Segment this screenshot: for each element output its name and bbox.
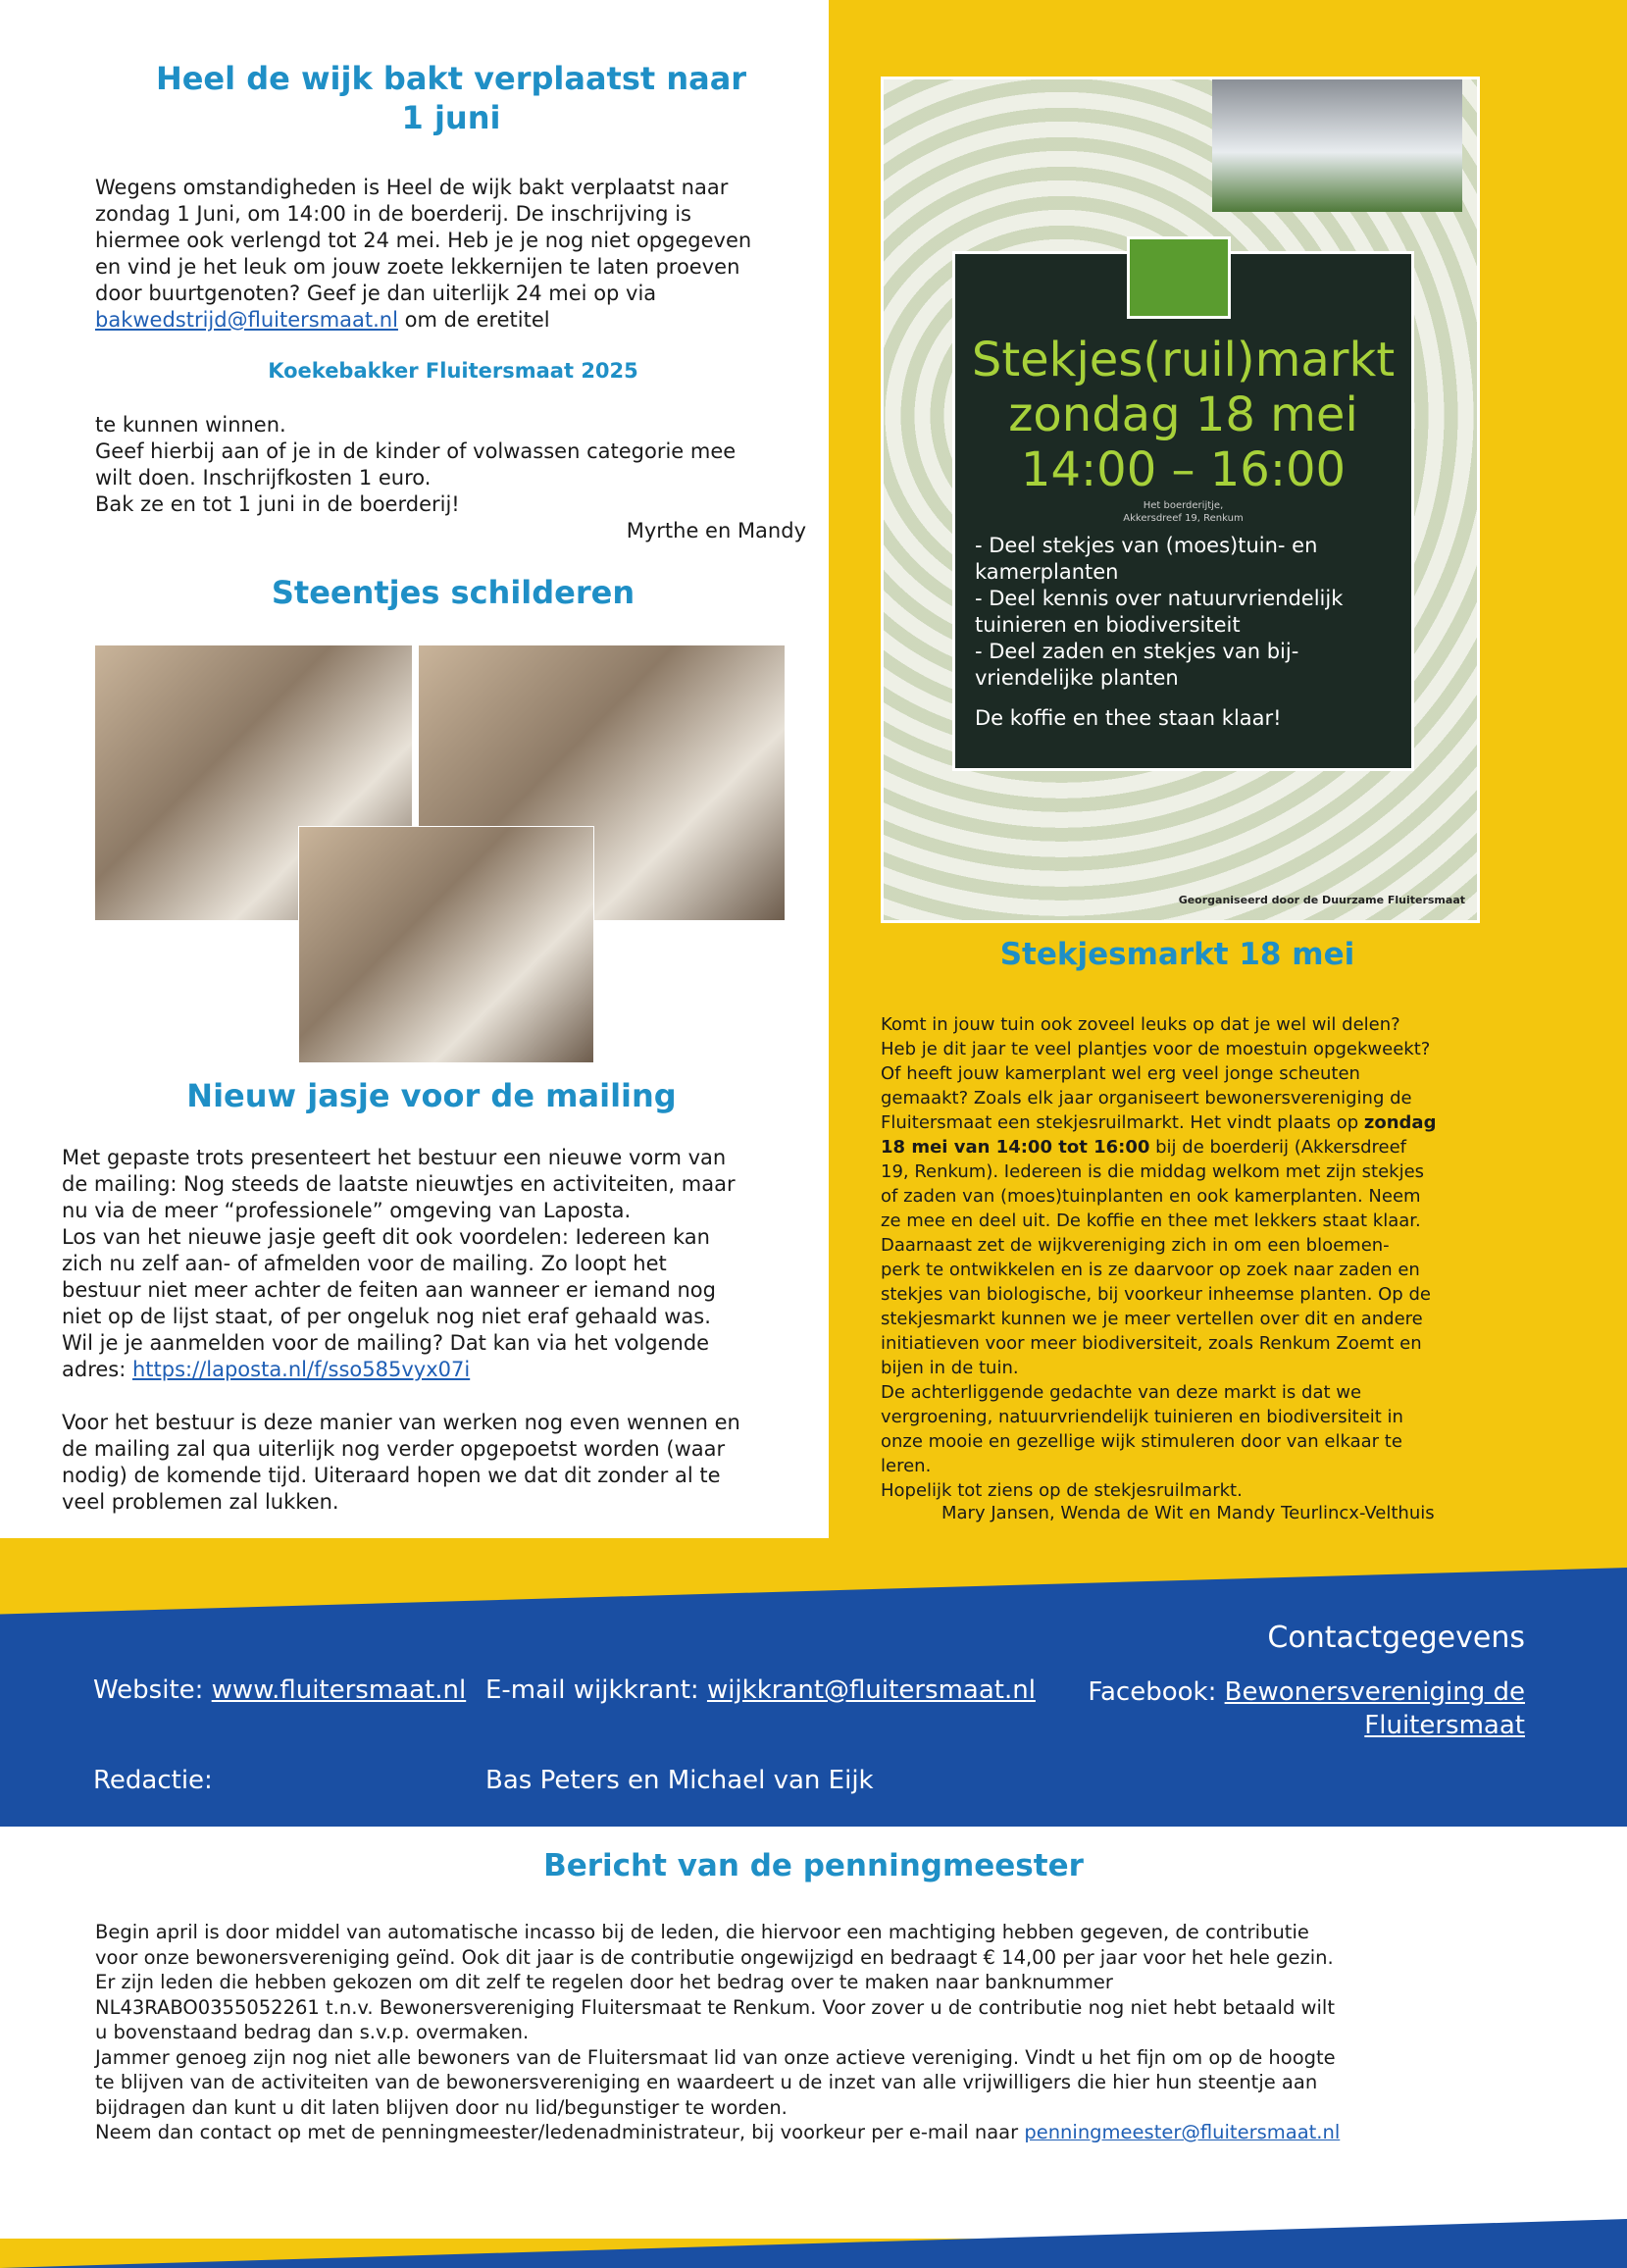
- mailing-text-2: Voor het bestuur is deze manier van werken nog even wennen en de mailing zal qua uiterlijk nog verder opgepoetst worden (waar nodig) de komende tijd. Uiteraard hopen we dat dit zonder al te veel problemen zal lukken.: [62, 1411, 740, 1514]
- email-info: E-mail wijkkrant: wijkkrant@fluitersmaat.nl: [485, 1675, 1036, 1705]
- treasurer-title: Bericht van de penningmeester: [543, 1848, 1084, 1883]
- website-info: Website: www.fluitersmaat.nl: [93, 1675, 467, 1705]
- market-title: Stekjesmarkt 18 mei: [999, 937, 1355, 972]
- poster-title: Stekjes(ruil)markt: [971, 333, 1396, 387]
- bake-signature: Myrthe en Mandy: [626, 519, 806, 542]
- poster-green-square: [1127, 236, 1231, 319]
- mailing-text: Met gepaste trots presenteert het bestuur een nieuwe vorm van de mailing: Nog steeds de laatste nieuwtjes en activiteiten, maar nu via de meer “professionele” omgeving van Laposta. Los van het nieuwe jasje geeft dit ook voordelen: Iedereen kan zich nu zelf aan- of afmelden voor de mailing. Zo loopt het bestuur niet meer achter de feiten aan wanneer er iemand nog niet op de lijst staat, of per ongeluk nog niet eraf gehaald was. Wil je je aanmelden voor de mailing? Dat kan via het volgende adres: https://laposta.nl/f/sso585vyx07i: [62, 1146, 736, 1381]
- market-poster: [881, 77, 1480, 923]
- poster-time: 14:00 – 16:00: [1020, 442, 1347, 497]
- poster-venue: Het boerderijtje, Akkersdreef 19, Renkum: [1123, 500, 1244, 524]
- contact-heading: Contactgegevens: [1267, 1621, 1525, 1655]
- bake-text: Wegens omstandigheden is Heel de wijk bakt verplaatst naar zondag 1 Juni, om 14:00 in de boerderij. De inschrijving is hiermee ook verlengd tot 24 mei. Heb je je nog niet opgegeven en vind je het leuk om jouw zoete lekkernijen te laten proeven door buurtgenoten? Geef je dan uiterlijk 24 mei op via bakwedstrijd@fluitersmaat.nl om de eretitel: [95, 176, 752, 332]
- bake-email-link[interactable]: bakwedstrijd@fluitersmaat.nl: [95, 308, 398, 332]
- treasurer-email-link[interactable]: penningmeester@fluitersmaat.nl: [1024, 2121, 1341, 2143]
- bake-text-2: te kunnen winnen. Geef hierbij aan of je in de kinder of volwassen categorie mee wilt doen. Inschrijfkosten 1 euro. Bak ze en tot 1 juni in de boerderij!: [95, 413, 737, 516]
- farmhouse-image: [1212, 79, 1462, 212]
- treasurer-text: Begin april is door middel van automatische incasso bij de leden, die hiervoor een machtiging hebben gegeven, de contributie voor onze bewonersvereniging geïnd. Ook dit jaar is de contributie ongewijzigd en bedraagt € 14,00 per jaar voor het hele gezin. Er zijn leden die hebben gekozen om dit zelf te regelen door het bedrag over te maken naar banknummer NL43RABO0355052261 t.n.v. Bewonersvereniging Fluitersmaat te Renkum. Voor zover u de contributie nog niet hebt betaald wilt u bovenstaand bedrag dan s.v.p. overmaken. Jammer genoeg zijn nog niet alle bewoners van de Fluitersmaat lid van onze actieve vereniging. Vindt u het fijn om op de hoogte te blijven van de activiteiten van de bewonersvereniging en waardeert u de inzet van alle vrijwilligers die hier hun steentje aan bijdragen dan kunt u dit laten blijven door nu lid/begunstiger te worden. Neem dan contact op met de penningmeester/ledenadministrateur, bij voorkeur per e-mail naar penningmeester@fluitersmaat.nl: [95, 1921, 1341, 2143]
- redactie-label: Redactie:: [93, 1766, 213, 1795]
- redactie-names: Bas Peters en Michael van Eijk: [485, 1766, 874, 1795]
- bake-title: Heel de wijk bakt verplaatst naar 1 juni: [155, 60, 747, 136]
- poster-organizer: Georganiseerd door de Duurzame Fluitersmaat: [1178, 894, 1465, 906]
- facebook-info: Facebook: Bewonersvereniging de Fluitersmaat: [1088, 1677, 1525, 1740]
- poster-coffee: De koffie en thee staan klaar!: [975, 706, 1282, 730]
- website-link[interactable]: www.fluitersmaat.nl: [211, 1675, 467, 1705]
- mailing-title: Nieuw jasje voor de mailing: [186, 1077, 677, 1114]
- painting-photo-3: [298, 826, 594, 1063]
- poster-date: zondag 18 mei: [1008, 387, 1358, 442]
- poster-list: - Deel stekjes van (moes)tuin- en kamerplanten - Deel kennis over natuurvriendelijk tuinieren en biodiversiteit - Deel zaden en stekjes van bij- vriendelijke planten: [975, 534, 1344, 690]
- facebook-link[interactable]: Bewonersvereniging de Fluitersmaat: [1224, 1677, 1525, 1740]
- bake-subtitle: Koekebakker Fluitersmaat 2025: [268, 359, 638, 383]
- poster-panel: [952, 251, 1414, 771]
- market-signature: Mary Jansen, Wenda de Wit en Mandy Teurlincx-Velthuis: [941, 1503, 1435, 1523]
- wijkkrant-email-link[interactable]: wijkkrant@fluitersmaat.nl: [706, 1675, 1036, 1705]
- market-text: Komt in jouw tuin ook zoveel leuks op dat je wel wil delen? Heb je dit jaar te veel plantjes voor de moestuin opgekweekt? Of heeft jouw kamerplant wel erg veel jonge scheuten gemaakt? Zoals elk jaar organiseert bewonersvereniging de Fluitersmaat een stekjesruilmarkt. Het vindt plaats op zondag 18 mei van 14:00 tot 16:00 bij de boerderij (Akkersdreef 19, Renkum). Iedereen is die middag welkom met zijn stekjes of zaden van (moes)tuinplanten en ook kamerplanten. Neem ze mee en deel uit. De koffie en thee met lekkers staat klaar. Daarnaast zet de wijkvereniging zich in om een bloemen- perk te ontwikkelen en is ze daarvoor op zoek naar zaden en stekjes van biologische, bij voorkeur inheemse planten. Op de stekjesmarkt kunnen we je meer vertellen over dit en andere initiatieven voor meer biodiversiteit, zoals Renkum Zoemt en bijen in de tuin. De achterliggende gedachte van deze markt is dat we vergroening, natuurvriendelijk tuinieren en biodiversiteit in onze mooie en gezellige wijk stimuleren door van elkaar te leren. Hopelijk tot ziens op de stekjesruilmarkt.: [881, 1014, 1437, 1501]
- laposta-link[interactable]: https://laposta.nl/f/sso585vyx07i: [131, 1358, 471, 1381]
- paint-title: Steentjes schilderen: [271, 574, 636, 611]
